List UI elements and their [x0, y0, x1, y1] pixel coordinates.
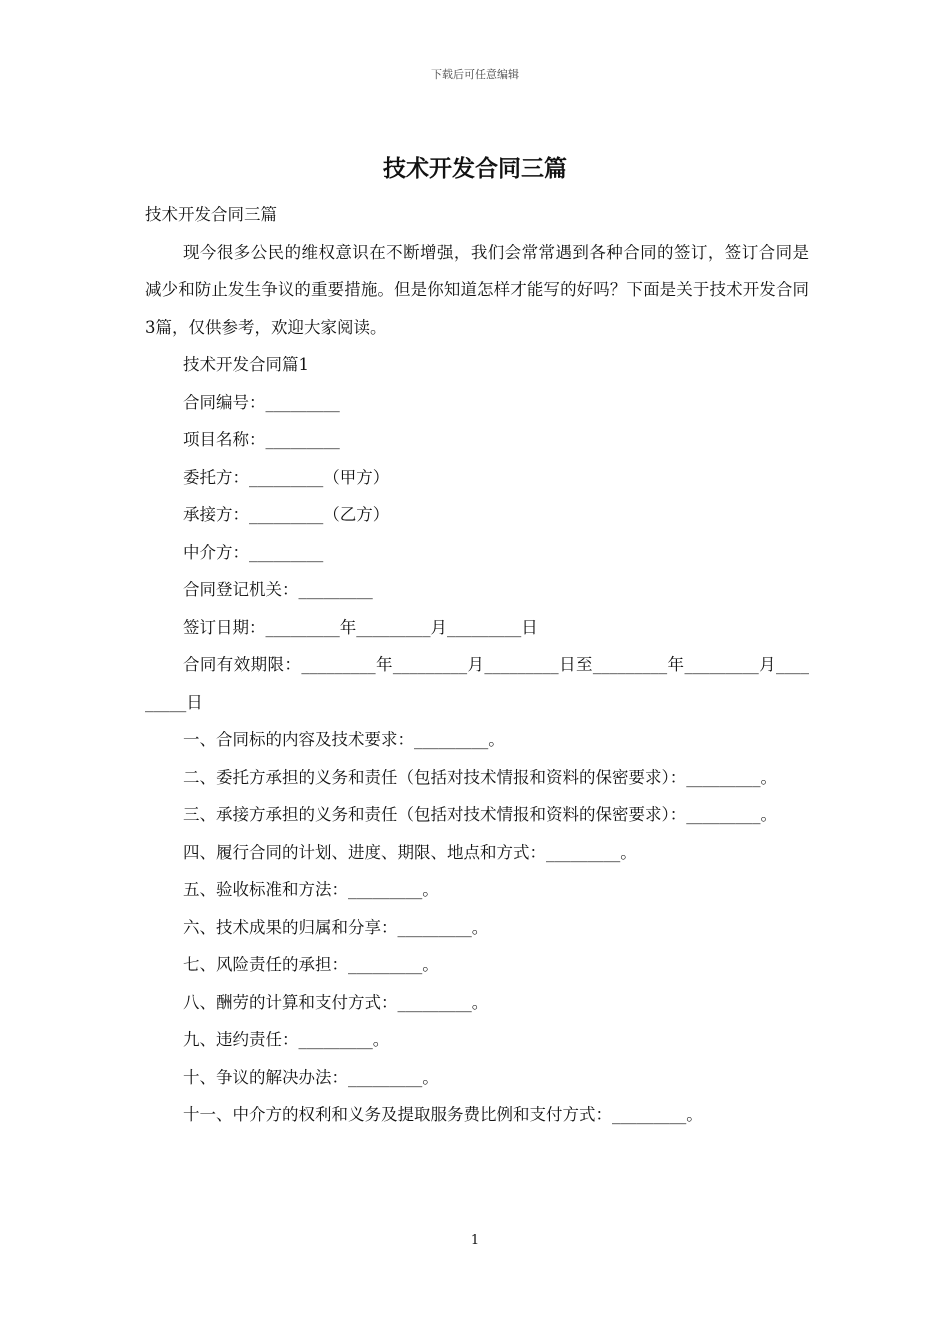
page-header-note: 下载后可任意编辑: [431, 68, 519, 81]
clause-item: 十、争议的解决办法：_________。: [183, 1067, 439, 1087]
field-project-name: 项目名称：_________: [183, 430, 340, 449]
field-intermediary: 中介方：_________: [183, 542, 324, 562]
clause-item: 五、验收标准和方法：_________。: [183, 880, 439, 899]
field-client: 委托方：_________（甲方）: [183, 467, 390, 487]
field-validity-period: 合同有效期限：_________年_________月_________日至_________年_________月_________日: [145, 655, 809, 712]
document-title: 技术开发合同三篇: [383, 155, 567, 182]
section-heading: 技术开发合同篇1: [183, 355, 309, 374]
intro-paragraph: 现今很多公民的维权意识在不断增强，我们会常常遇到各种合同的签订，签订合同是减少和防止发生争议的重要措施。但是你知道怎样才能写的好吗？下面是关于技术开发合同3篇，仅供参考，欢迎大家阅读。: [145, 242, 809, 337]
document-subtitle: 技术开发合同三篇: [145, 205, 277, 224]
field-contractor: 承接方：_________（乙方）: [183, 505, 390, 524]
clause-item: 四、履行合同的计划、进度、期限、地点和方式：_________。: [183, 842, 637, 862]
clause-item: 三、承接方承担的义务和责任（包括对技术情报和资料的保密要求）：_________。: [183, 805, 777, 824]
clause-item: 一、合同标的内容及技术要求：_________。: [183, 730, 505, 749]
clause-item: 八、酬劳的计算和支付方式：_________。: [183, 992, 489, 1012]
clause-item: 六、技术成果的归属和分享：_________。: [183, 917, 489, 937]
document-body: [145, 196, 809, 1134]
page-number: 1: [470, 1233, 480, 1248]
clause-item: 十一、中介方的权利和义务及提取服务费比例和支付方式：_________。: [183, 1105, 703, 1124]
field-signing-date: 签订日期：_________年_________月_________日: [183, 617, 538, 637]
clause-item: 七、风险责任的承担：_________。: [183, 955, 439, 974]
field-registration-authority: 合同登记机关：_________: [183, 580, 373, 599]
clause-item: 九、违约责任：_________。: [183, 1030, 390, 1049]
field-contract-no: 合同编号：_________: [183, 392, 340, 412]
clause-item: 二、委托方承担的义务和责任（包括对技术情报和资料的保密要求）：_________。: [183, 767, 777, 787]
